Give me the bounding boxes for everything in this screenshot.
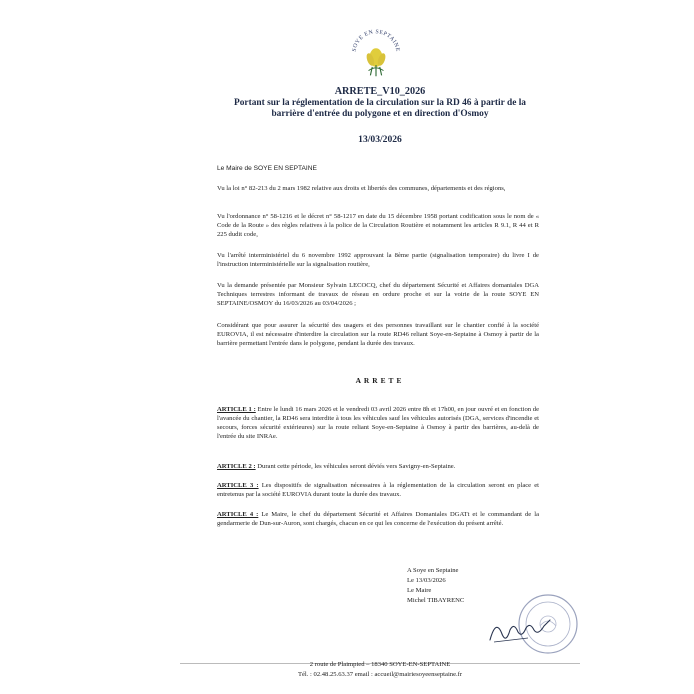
article-2-text: Durant cette période, les véhicules seront déviés vers Savigny-en-Septaine. bbox=[255, 463, 456, 470]
arrete-heading: ARRETE bbox=[355, 376, 405, 385]
considerant-paragraph: Considérant que pour assurer la sécurité des usagers et des personnes travaillant sur le chantier confié à la société EUROVIA, il est nécessaire d'interdire la circulation sur la route RD46 reliant Soye-en-Septaine à Osmoy à partir de la barrière permettant l'entrée dans le polygone, pendant la durée des travaux. bbox=[217, 322, 539, 347]
article-1 bbox=[217, 405, 539, 441]
article-3-label: ARTICLE 3 : bbox=[217, 482, 259, 489]
article-4-text: Le Maire, le chef du département Sécurité et Affaires Domaniales DGATt et le commandant de la gendarmerie de Dun-sur-Auron, sont chargés, chacun en ce qui les concerne de l'exécution du présent arrêté. bbox=[217, 511, 539, 527]
vu-paragraph-1: Vu la loi n° 82-213 du 2 mars 1982 relative aux droits et libertés des communes, départements et des régions, bbox=[217, 185, 506, 192]
vu-paragraph-3: Vu l'arrêté interministériel du 6 novembre 1992 approuvant la 8ème partie (signalisation temporaire) du livre I de l'instruction interministérielle sur la signalisation routière, bbox=[217, 252, 539, 268]
signature-name: Michel TIBAYRENC bbox=[407, 597, 465, 604]
decree-date: 13/03/2026 bbox=[358, 134, 402, 145]
article-3 bbox=[217, 481, 539, 499]
handwritten-signature-icon bbox=[488, 612, 558, 648]
vu-paragraph-4: Vu la demande présentée par Monsieur Sylvain LECOCQ, chef du département Sécurité et Affaires domaniales DGA Techniques terrestres informant de travaux de réseau en ordure proche et sur la voirie de la route SOYE EN SEPTAINE/OSMOY du 16/03/2026 au 03/04/2026 ; bbox=[217, 282, 539, 307]
article-3-text: Les dispositifs de signalisation nécessaires à la réglementation de la circulation seront en place et entretenus par la société EUROVIA durant toute la durée des travaux. bbox=[217, 482, 539, 498]
logo-arc-text: SOYE EN SEPTAINE bbox=[351, 29, 401, 53]
mayor-intro: Le Maire de SOYE EN SEPTAINE bbox=[217, 165, 317, 172]
decree-subtitle-line-2: barrière d'entrée du polygone et en direction d'Osmoy bbox=[271, 109, 489, 119]
article-4 bbox=[217, 510, 539, 528]
decree-subtitle bbox=[200, 98, 560, 120]
article-4-label: ARTICLE 4 : bbox=[217, 511, 259, 518]
vu-paragraph-2: Vu l'ordonnance n° 58-1216 et le décret n° 58-1217 en date du 15 décembre 1958 portant codification sous le nom de « Code de la Route » des règles relatives à la police de la Circulation Routière et notamment les articles R 9.1, R 44 et R 225 dudit code, bbox=[217, 213, 539, 238]
decree-subtitle-line-1: Portant sur la réglementation de la circulation sur la RD 46 à partir de la bbox=[234, 98, 526, 108]
coat-of-arms-logo bbox=[348, 24, 404, 80]
article-2 bbox=[217, 462, 539, 471]
footer-address: 2 route de Plaimpied – 18340 SOYE-EN-SEPTAINE bbox=[309, 661, 451, 668]
signature-role: Le Maire bbox=[407, 587, 432, 594]
signature-place: A Soye en Septaine bbox=[407, 567, 459, 574]
article-1-label: ARTICLE 1 : bbox=[217, 406, 256, 413]
signature-date: Le 13/03/2026 bbox=[407, 577, 446, 584]
footer-contact: Tél. : 02.48.25.63.37 email : accueil@mairiesoyeenseptaine.fr bbox=[297, 671, 463, 678]
wheat-emblem-icon bbox=[365, 48, 387, 76]
article-1-text: Entre le lundi 16 mars 2026 et le vendredi 03 avril 2026 entre 8h et 17h00, en jour ouvré et en fonction de l'avancée du chantier, la RD46 sera interdite à tous les véhicules sauf les véhicules autorisés (DGA, services d'incendie et secours, forces sécurité extérieures) sur la route reliant Soye-en-Septaine à Osmoy à partir des barrières, au-delà de l'entrée du site INRAe. bbox=[217, 406, 539, 440]
article-2-label: ARTICLE 2 : bbox=[217, 463, 256, 470]
decree-number: ARRETE_V10_2026 bbox=[334, 86, 426, 97]
